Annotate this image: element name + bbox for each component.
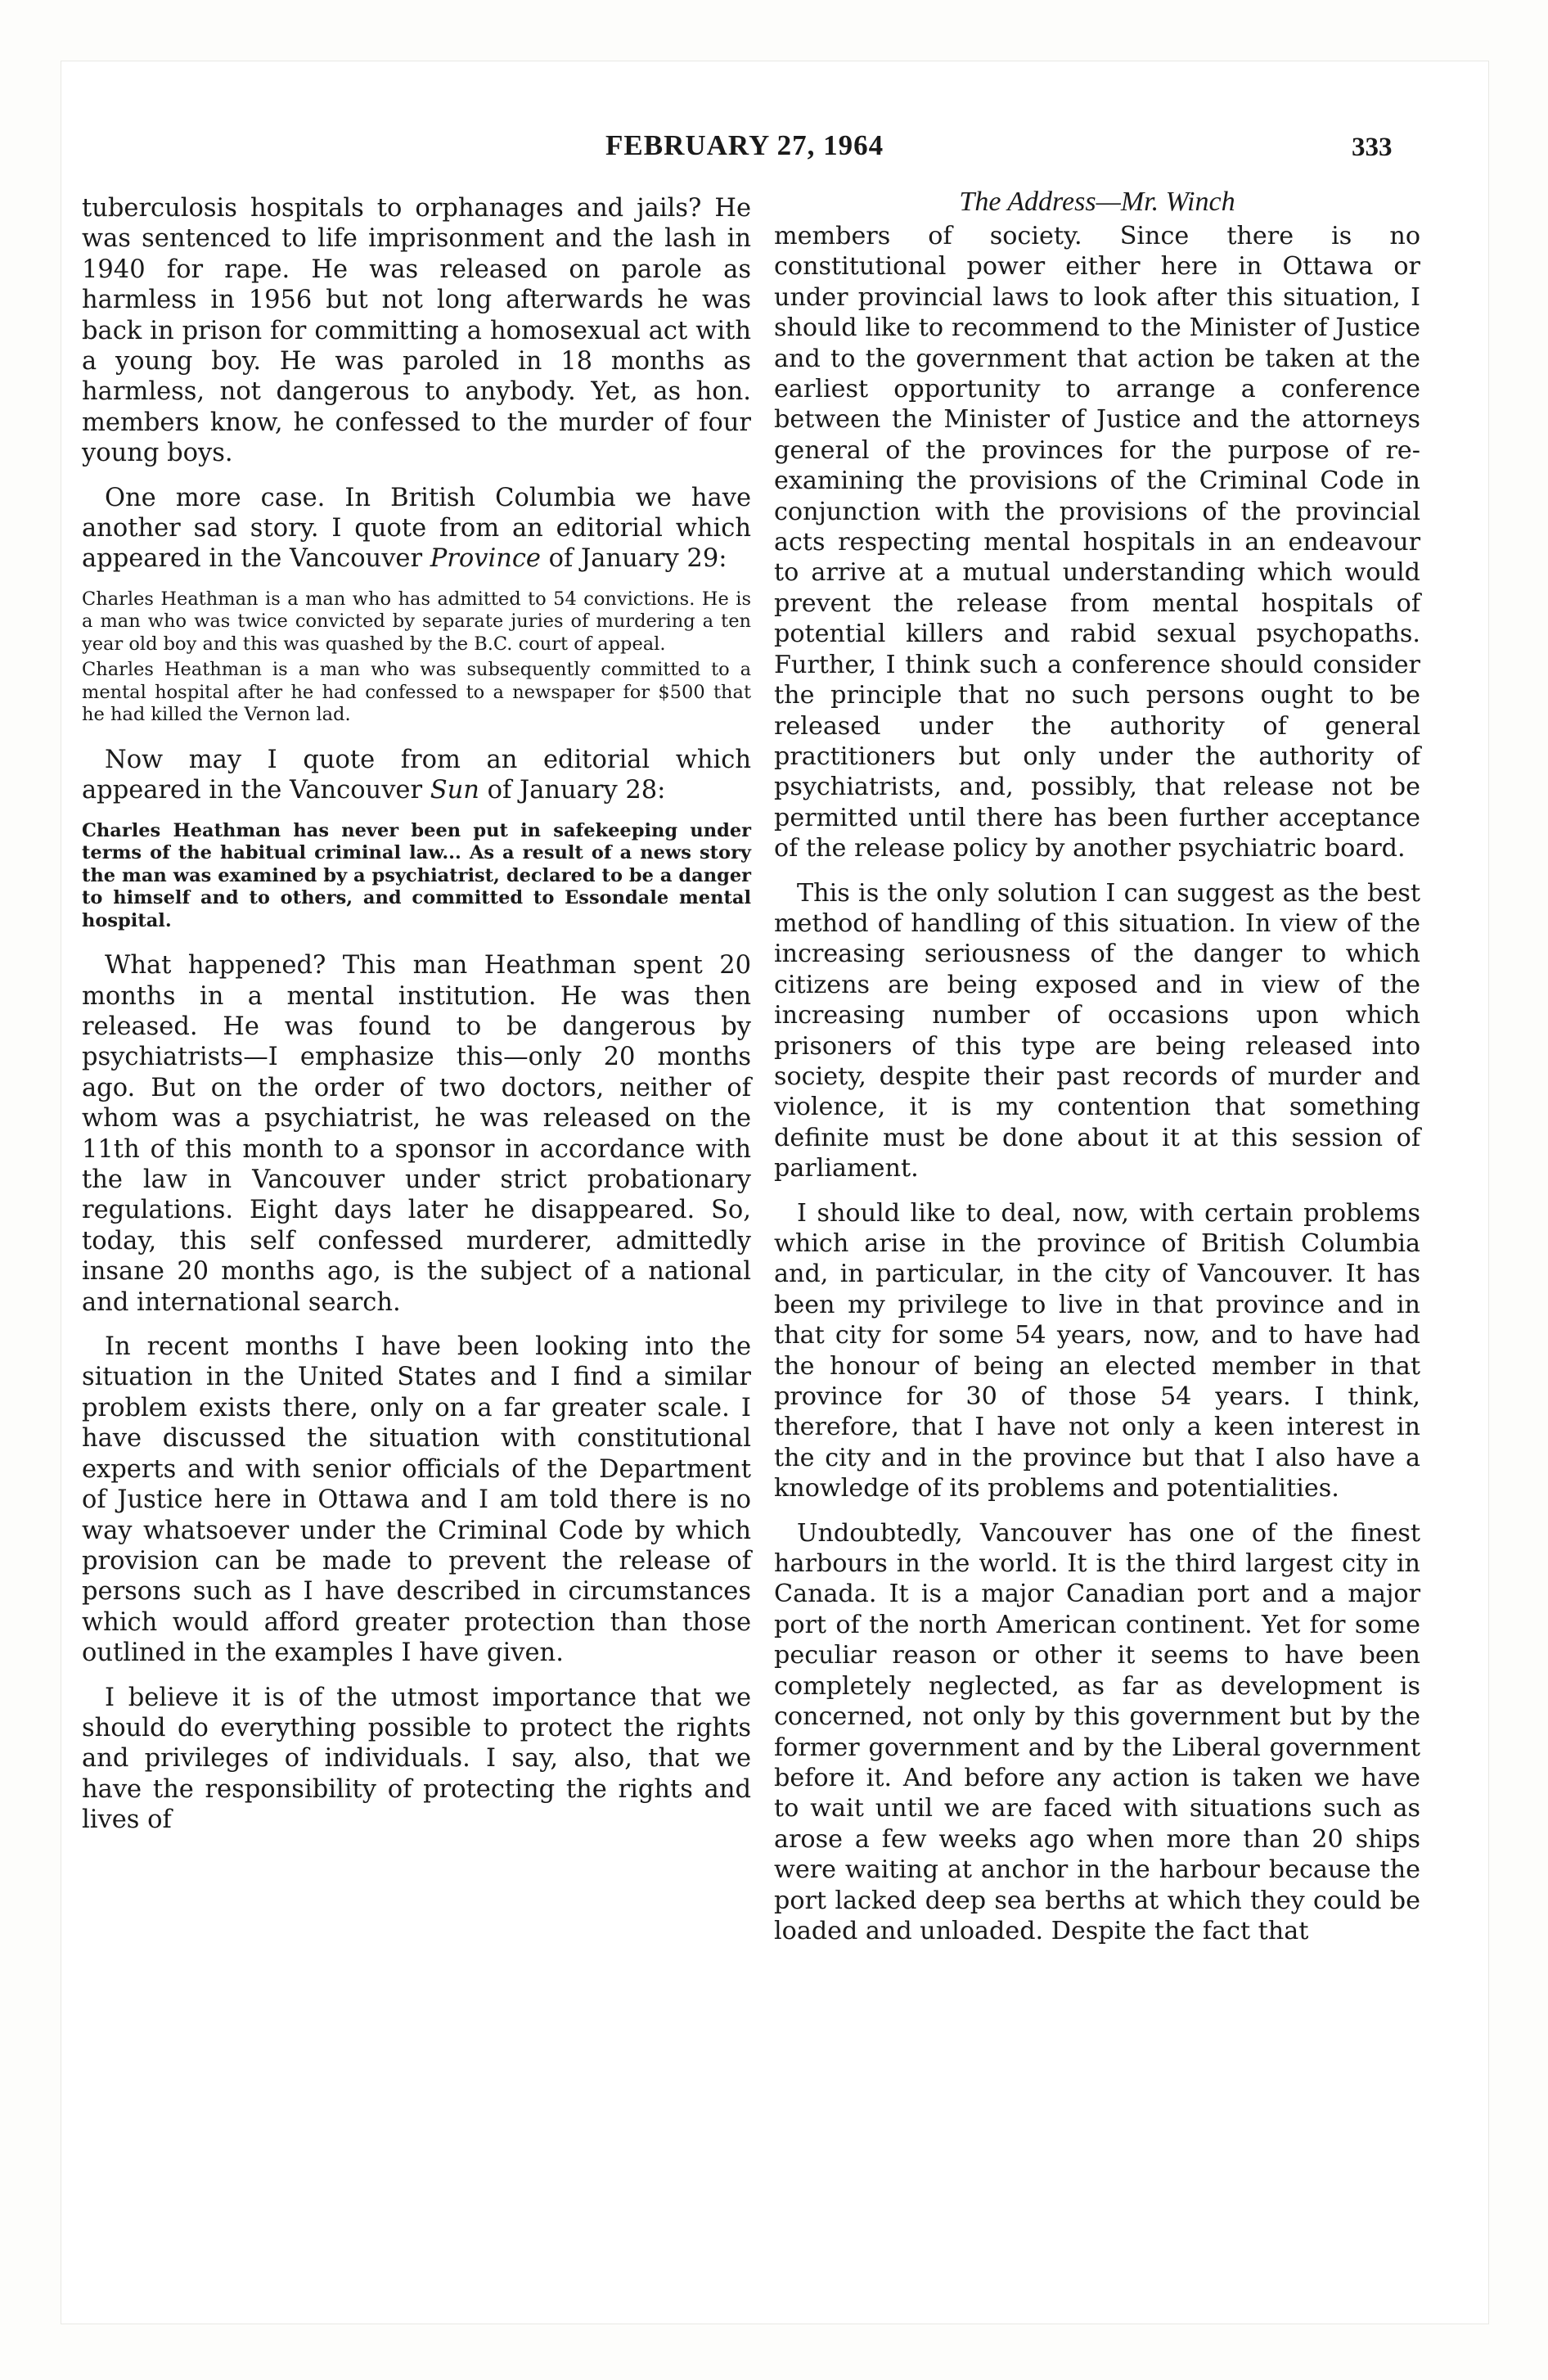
paragraph: members of society. Since there is no constitutional power either here in Ottawa or under provincial laws to look after this situation, I should like to recommend to the Minister of Justice and to the government that action be taken at the earliest opportunity to arrange a conference between the Minister of Justice and the attorneys general of the provinces for the purpose of re-examining the provisions of the Criminal Code in conjunction with the provisions of the provincial acts respecting mental hospitals in an endeavour to arrive at a mutual understanding which would prevent the release from mental hospitals of potential killers and rabid sexual psychopaths. Further, I think such a conference should consider the principle that no such persons ought to be released under the authority of general practitioners but only under the authority of psychiatrists, and, possibly, that release not be permitted until there has been further acceptance of the release policy by another psychiatric board. <box>774 222 1420 863</box>
newspaper-name: Province <box>430 544 541 574</box>
header-date: FEBRUARY 27, 1964 <box>605 129 884 161</box>
paragraph: This is the only solution I can suggest as the best method of handling of this situation. In view of the increasing seriousness of the danger to which citizens are being exposed and in view of the increasing number of occasions upon which prisoners of this type are being released into society, despite their past records of murder and violence, it is my contention that something definite must be done about it at this session of parliament. <box>774 878 1420 1183</box>
paragraph-text: Now may I quote from an editorial which appeared in the Vancouver <box>82 745 751 805</box>
paragraph: Undoubtedly, Vancouver has one of the finest harbours in the world. It is the third largest city in Canada. It is a major Canadian port and a major port of the north American continent. Yet for some peculiar reason or other it seems to have been completely neglected, as far as development is concerned, not only by this government but by the former government and by the Liberal government before it. And before any action is taken we have to wait until we are faced with situations such as arose a few weeks ago when more than 20 ships were waiting at anchor in the harbour because the port lacked deep sea berths at which they could be loaded and unloaded. Despite the fact that <box>774 1518 1420 1945</box>
quote-paragraph: Charles Heathman has never been put in safekeeping under terms of the habitual criminal law... As a result of a news story the man was examined by a psychiatrist, declared to be a danger to himself and to others, and committed to Essondale mental hospital. <box>82 819 751 931</box>
paragraph: tuberculosis hospitals to orphanages and jails? He was sentenced to life imprisonment and the lash in 1940 for rape. He was released on parole as harmless in 1956 but not long afterwards he was back in prison for committing a homosexual act with a young boy. He was paroled in 18 months as harmless, not dangerous to anybody. Yet, as hon. members know, he confessed to the murder of four young boys. <box>82 194 751 468</box>
running-head <box>0 129 1548 170</box>
block-quote <box>82 588 751 727</box>
paragraph <box>82 483 751 575</box>
paragraph: What happened? This man Heathman spent 20 months in a mental institution. He was then released. He was found to be dangerous by psychiatrists—I emphasize this—only 20 months ago. But on the order of two doctors, neither of whom was a psychiatrist, he was released on the 11th of this month to a sponsor in accordance with the law in Vancouver under strict probationary regulations. Eight days later he disappeared. So, today, this self confessed murderer, admittedly insane 20 months ago, is the subject of a national and international search. <box>82 951 751 1317</box>
block-quote <box>82 820 751 933</box>
quote-paragraph: Charles Heathman is a man who has admitted to 54 convictions. He is a man who was twice convicted by separate juries of murdering a ten year old boy and this was quashed by the B.C. court of appeal. <box>82 588 751 655</box>
paragraph-text: One more case. In British Columbia we have another sad story. I quote from an editorial which appeared in the Vancouver <box>82 483 751 574</box>
paragraph-text: of January 29: <box>540 544 727 574</box>
paragraph: I believe it is of the utmost importance that we should do everything possible to protect the rights and privileges of individuals. I say, also, that we have the responsibility of protecting the rights and lives of <box>82 1683 751 1835</box>
paragraph: In recent months I have been looking into the situation in the United States and I find a similar problem exists there, only on a far greater scale. I have discussed the situation with constitutional experts and with senior officials of the Department of Justice here in Ottawa and I am told there is no way whatsoever under the Criminal Code by which provision can be made to prevent the release of persons such as I have described in circumstances which would afford greater protection than those outlined in the examples I have given. <box>82 1332 751 1668</box>
section-subhead: The Address—Mr. Winch <box>959 187 1235 217</box>
right-column <box>774 187 1420 1960</box>
quote-paragraph: Charles Heathman is a man who was subsequently committed to a mental hospital after he had confessed to a newspaper for $500 that he had killed the Vernon lad. <box>82 659 751 726</box>
page-number: 333 <box>1352 133 1393 162</box>
paragraph: I should like to deal, now, with certain problems which arise in the province of British Columbia and, in particular, in the city of Vancouver. It has been my privilege to live in that province and in that city for some 54 years, now, and to have had the honour of being an elected member in that province for 30 of those 54 years. I think, therefore, that I have not only a keen interest in the city and in the province but that I also have a knowledge of its problems and potentialities. <box>774 1198 1420 1503</box>
paragraph-text: of January 28: <box>479 776 666 805</box>
paragraph <box>82 745 751 806</box>
left-column <box>82 193 751 1850</box>
newspaper-name: Sun <box>430 776 479 805</box>
